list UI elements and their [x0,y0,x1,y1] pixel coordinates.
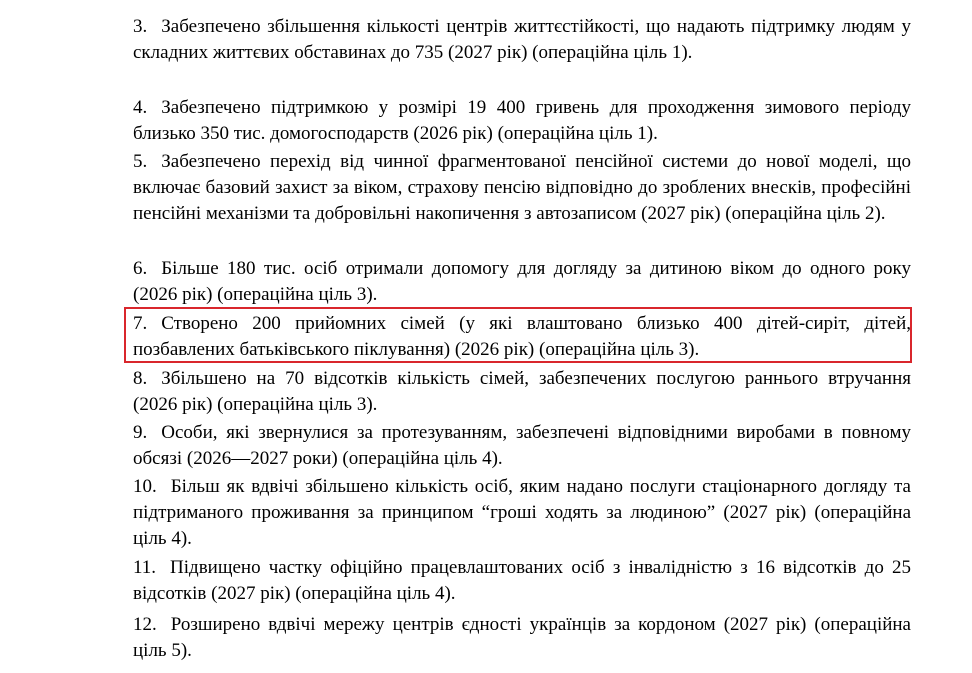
list-item-7 [133,311,911,363]
item-text: Більш як вдвічі збільшено кількість осіб, яким надано послуги стаціонарного догляду та підтриманого проживання за принципом “гроші ходять за людиною” (2027 рік) (операційна ціль 4). [133,476,911,549]
item-text: Забезпечено перехід від чинної фрагментованої пенсійної системи до нової моделі, що включає базовий захист за віком, страхову пенсію відповідно до зроблених внесків, професійні пенсійні механізми та добровільні накопичення з автозаписом (2027 рік) (операційна ціль 2). [133,151,911,224]
list-item-11 [133,555,911,607]
item-text: Підвищено частку офіційно працевлаштованих осіб з інвалідністю з 16 відсотків до 25 відсотків (2027 рік) (операційна ціль 4). [133,557,911,604]
item-text: Розширено вдвічі мережу центрів єдності українців за кордоном (2027 рік) (операційна ціль 5). [133,614,911,661]
item-text: Забезпечено збільшення кількості центрів життєстійкості, що надають підтримку людям у складних життєвих обставинах до 735 (2027 рік) (операційна ціль 1). [133,16,911,63]
item-number: 5. [133,151,148,172]
item-number: 11. [133,557,157,578]
list-item-3 [133,14,911,66]
list-item-4 [133,95,911,147]
item-number: 6. [133,258,148,279]
item-text: Більше 180 тис. осіб отримали допомогу для догляду за дитиною віком до одного року (2026 рік) (операційна ціль 3). [133,258,911,305]
list-item-12 [133,612,911,664]
item-number: 4. [133,97,148,118]
item-number: 12. [133,614,157,635]
item-text: Особи, які звернулися за протезуванням, забезпечені відповідними виробами в повному обсязі (2026—2027 роки) (операційна ціль 4). [133,422,911,469]
item-number: 3. [133,16,148,37]
item-text: Створено 200 прийомних сімей (у які влаштовано близько 400 дітей-сиріт, дітей, позбавлених батьківського піклування) (2026 рік) (операційна ціль 3). [133,313,911,360]
item-number: 9. [133,422,148,443]
list-item-9 [133,420,911,472]
item-text: Збільшено на 70 відсотків кількість сімей, забезпечених послугою раннього втручання (2026 рік) (операційна ціль 3). [133,368,911,415]
list-item-8 [133,366,911,418]
item-number: 7. [133,313,148,334]
item-number: 10. [133,476,157,497]
item-text: Забезпечено підтримкою у розмірі 19 400 гривень для проходження зимового періоду близько 350 тис. домогосподарств (2026 рік) (операційна ціль 1). [133,97,911,144]
list-item-6 [133,256,911,308]
list-item-5 [133,149,911,227]
list-item-10 [133,474,911,552]
item-number: 8. [133,368,148,389]
